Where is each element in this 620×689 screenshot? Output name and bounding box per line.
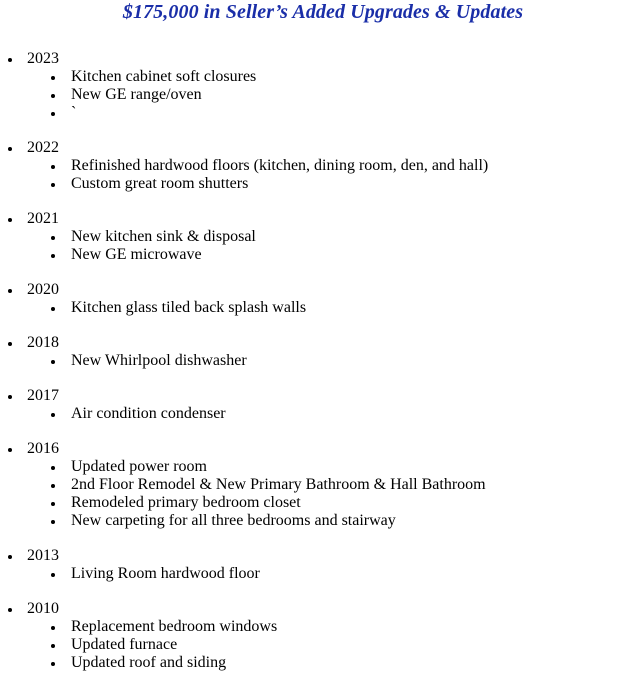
bullet-icon	[8, 608, 12, 612]
bullet-icon	[51, 76, 55, 80]
upgrade-item-label: `	[71, 104, 77, 121]
upgrade-item	[0, 299, 620, 317]
upgrade-item-label: New GE range/oven	[71, 86, 202, 103]
year-heading	[0, 210, 620, 228]
upgrade-item-label: Updated roof and siding	[71, 654, 227, 671]
upgrade-item	[0, 405, 620, 423]
upgrade-item	[0, 494, 620, 512]
bullet-icon	[51, 662, 55, 666]
year-block	[0, 440, 620, 530]
upgrade-item	[0, 246, 620, 264]
bullet-icon	[51, 626, 55, 630]
year-label: 2013	[27, 547, 59, 564]
year-block	[0, 50, 620, 122]
year-label: 2022	[27, 139, 59, 156]
bullet-icon	[51, 644, 55, 648]
page-title: $175,000 in Seller’s Added Upgrades & Updates	[122, 1, 524, 23]
bullet-icon	[51, 165, 55, 169]
upgrade-item-label: Remodeled primary bedroom closet	[71, 494, 301, 511]
upgrade-item	[0, 175, 620, 193]
upgrade-item	[0, 157, 620, 175]
bullet-icon	[51, 183, 55, 187]
bullet-icon	[8, 289, 12, 293]
year-block	[0, 387, 620, 423]
bullet-icon	[51, 413, 55, 417]
upgrade-item	[0, 512, 620, 530]
year-block	[0, 600, 620, 672]
year-block	[0, 281, 620, 317]
bullet-icon	[51, 112, 55, 116]
upgrade-item-label: New carpeting for all three bedrooms and stairway	[71, 512, 396, 529]
year-heading	[0, 547, 620, 565]
year-block	[0, 139, 620, 193]
upgrade-item	[0, 654, 620, 672]
bullet-icon	[51, 466, 55, 470]
bullet-icon	[51, 307, 55, 311]
upgrade-item-label: Refinished hardwood floors (kitchen, dining room, den, and hall)	[71, 157, 489, 174]
upgrade-items	[0, 458, 620, 530]
upgrades-list	[0, 50, 620, 689]
upgrade-item	[0, 228, 620, 246]
upgrade-item-label: New kitchen sink & disposal	[71, 228, 256, 245]
year-block	[0, 334, 620, 370]
bullet-icon	[51, 484, 55, 488]
upgrade-item-label: Custom great room shutters	[71, 175, 249, 192]
bullet-icon	[8, 147, 12, 151]
year-label: 2018	[27, 334, 59, 351]
year-label: 2010	[27, 600, 59, 617]
upgrade-item-label: Air condition condenser	[71, 405, 226, 422]
year-heading	[0, 600, 620, 618]
bullet-icon	[51, 254, 55, 258]
year-label: 2016	[27, 440, 59, 457]
year-label: 2023	[27, 50, 59, 67]
upgrade-items	[0, 299, 620, 317]
year-heading	[0, 334, 620, 352]
upgrade-items	[0, 405, 620, 423]
upgrade-item-label: Updated power room	[71, 458, 207, 475]
bullet-icon	[51, 520, 55, 524]
year-label: 2017	[27, 387, 59, 404]
upgrade-item-label: Living Room hardwood floor	[71, 565, 260, 582]
upgrade-items	[0, 565, 620, 583]
upgrade-item-label: New GE microwave	[71, 246, 202, 263]
bullet-icon	[51, 94, 55, 98]
bullet-icon	[8, 555, 12, 559]
bullet-icon	[8, 395, 12, 399]
year-heading	[0, 139, 620, 157]
upgrade-item	[0, 565, 620, 583]
bullet-icon	[51, 502, 55, 506]
upgrade-items	[0, 228, 620, 264]
bullet-icon	[51, 236, 55, 240]
upgrade-items	[0, 157, 620, 193]
upgrade-item	[0, 636, 620, 654]
bullet-icon	[51, 360, 55, 364]
upgrade-item-label: Kitchen cabinet soft closures	[71, 68, 257, 85]
bullet-icon	[8, 218, 12, 222]
year-heading	[0, 387, 620, 405]
year-label: 2020	[27, 281, 59, 298]
upgrade-item-label: New Whirlpool dishwasher	[71, 352, 247, 369]
bullet-icon	[51, 573, 55, 577]
upgrade-item	[0, 476, 620, 494]
upgrade-item	[0, 618, 620, 636]
bullet-icon	[8, 448, 12, 452]
year-heading	[0, 50, 620, 68]
upgrade-item-label: 2nd Floor Remodel & New Primary Bathroom & Hall Bathroom	[71, 476, 486, 493]
year-heading	[0, 281, 620, 299]
upgrade-item	[0, 104, 620, 122]
year-label: 2021	[27, 210, 59, 227]
upgrade-item	[0, 352, 620, 370]
upgrade-items	[0, 618, 620, 672]
bullet-icon	[8, 342, 12, 346]
upgrade-item-label: Replacement bedroom windows	[71, 618, 278, 635]
upgrade-item-label: Kitchen glass tiled back splash walls	[71, 299, 307, 316]
bullet-icon	[8, 58, 12, 62]
upgrade-item	[0, 68, 620, 86]
year-block	[0, 547, 620, 583]
upgrade-items	[0, 352, 620, 370]
upgrade-item-label: Updated furnace	[71, 636, 178, 653]
year-heading	[0, 440, 620, 458]
upgrade-item	[0, 458, 620, 476]
upgrade-item	[0, 86, 620, 104]
year-block	[0, 210, 620, 264]
upgrade-items	[0, 68, 620, 122]
